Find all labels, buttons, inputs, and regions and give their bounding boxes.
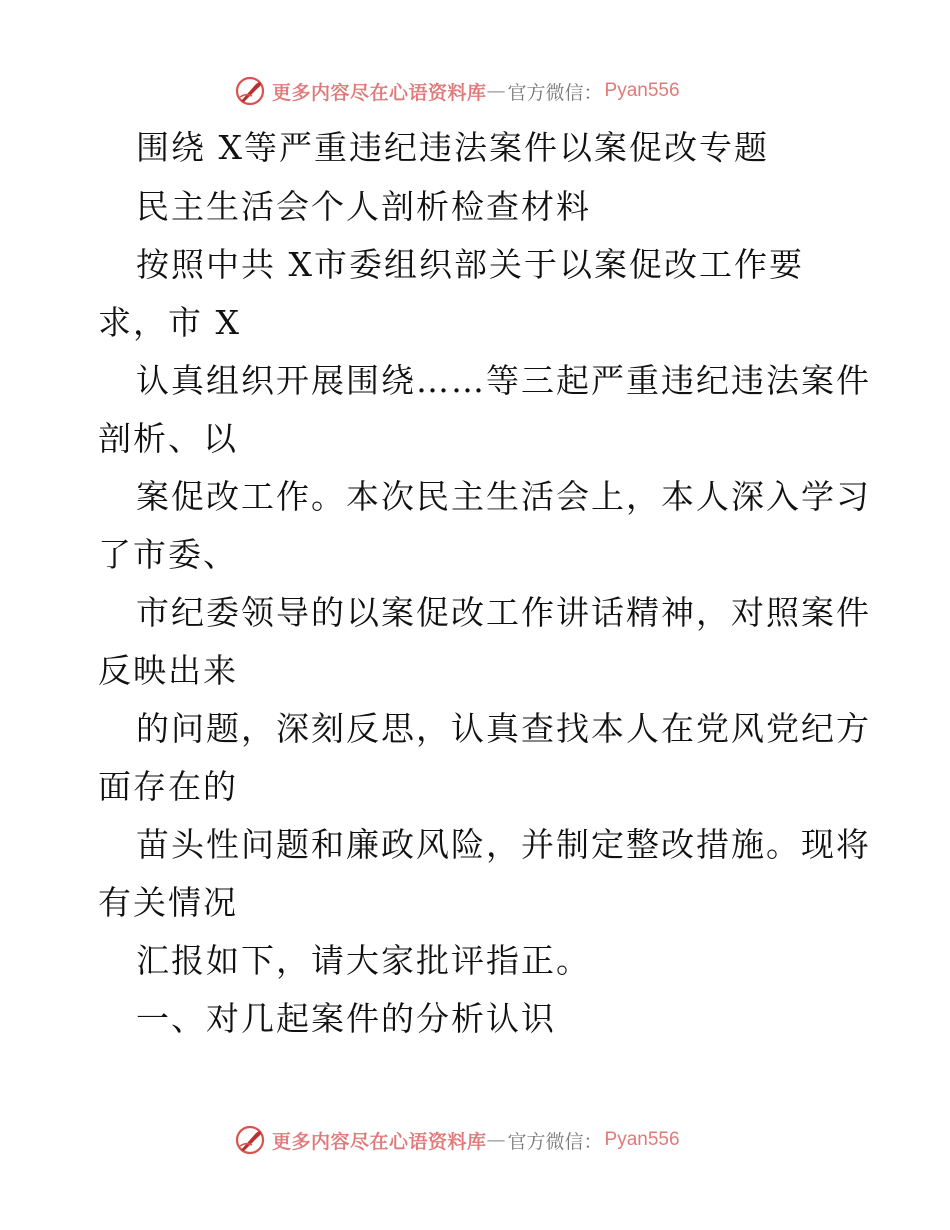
paragraph-line: 反映出来 xyxy=(98,651,238,690)
paragraph-line: 案促改工作。本次民主生活会上，本人深入学习 xyxy=(136,477,871,516)
watermark-official-label: 官方微信： xyxy=(507,1130,603,1153)
watermark-header xyxy=(234,73,680,109)
watermark-wechat-id: Pyan556 xyxy=(604,1129,680,1150)
watermark-brand-text: 更多内容尽在心语资料库 xyxy=(272,81,487,104)
paragraph-line: 了市委、 xyxy=(98,535,238,574)
quill-logo-icon xyxy=(234,1124,266,1156)
watermark-wechat-id: Pyan556 xyxy=(604,80,680,101)
quill-logo-icon xyxy=(234,75,266,107)
watermark-official-label: 官方微信： xyxy=(507,81,603,104)
watermark-dash: — xyxy=(486,80,506,102)
watermark-brand-text: 更多内容尽在心语资料库 xyxy=(272,1130,487,1153)
watermark-dash: — xyxy=(486,1129,506,1151)
document-title-line-2: 民主生活会个人剖析检查材料 xyxy=(136,187,591,226)
paragraph-line: 求，市 X xyxy=(98,303,241,342)
paragraph-line: 市纪委领导的以案促改工作讲话精神，对照案件 xyxy=(136,593,871,632)
paragraph-line: 剖析、以 xyxy=(98,419,238,458)
paragraph-line: 汇报如下，请大家批评指正。 xyxy=(136,941,591,980)
paragraph-line: 的问题，深刻反思，认真查找本人在党风党纪方 xyxy=(136,709,871,748)
paragraph-line: 按照中共 X市委组织部关于以案促改工作要 xyxy=(136,245,804,284)
paragraph-line: 苗头性问题和廉政风险，并制定整改措施。现将 xyxy=(136,825,871,864)
paragraph-line: 面存在的 xyxy=(98,767,238,806)
paragraph-line: 认真组织开展围绕……等三起严重违纪违法案件 xyxy=(136,361,871,400)
watermark-footer xyxy=(234,1122,680,1158)
paragraph-line: 有关情况 xyxy=(98,883,238,922)
document-title-line-1: 围绕 X等严重违纪违法案件以案促改专题 xyxy=(136,128,769,167)
section-heading: 一、对几起案件的分析认识 xyxy=(136,999,556,1038)
